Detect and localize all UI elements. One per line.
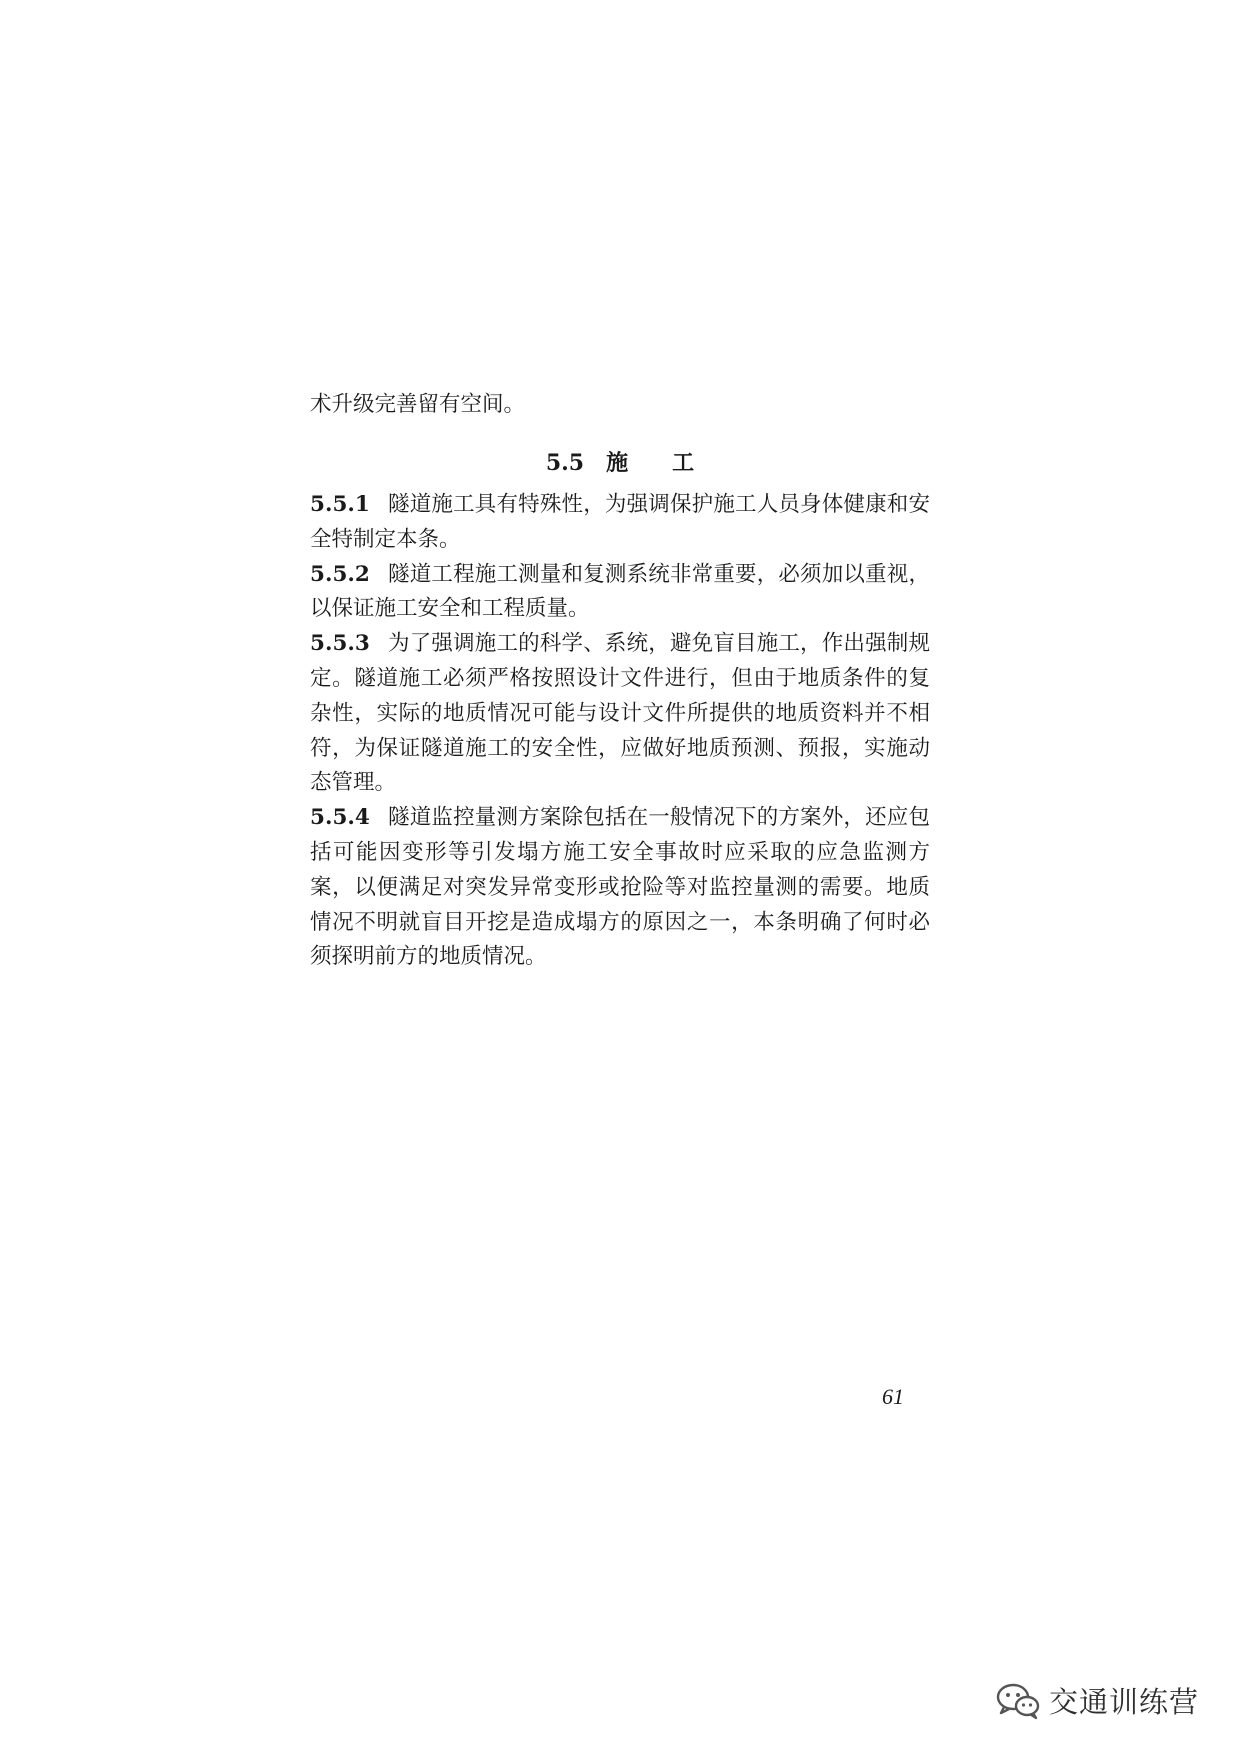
clause-number: 5.5.1 — [310, 492, 370, 517]
clause-number: 5.5.2 — [310, 561, 370, 587]
clause-number: 5.5.3 — [310, 631, 370, 657]
clause-text: 隧道工程施工测量和复测系统非常重要，必须加以重视，以保证施工安全和工程质量。 — [310, 561, 930, 622]
clause-text: 隧道监控量测方案除包括在一般情况下的方案外，还应包括可能因变形等引发塌方施工安全事故时应采取的应急监测方案，以便满足对突发异常变形或抢险等对监控量测的需要。地质情况不明就盲目开挖是造成塌方的原因之一，本条明确了何时必须探明前方的地质情况。 — [310, 805, 930, 970]
watermark — [995, 1680, 1199, 1721]
clause-number: 5.5.4 — [310, 805, 370, 831]
clause-5-5-1 — [310, 488, 930, 558]
clause-text: 为了强调施工的科学、系统，避免盲目施工，作出强制规定。隧道施工必须严格按照设计文件进行，但由于地质条件的复杂性，实际的地质情况可能与设计文件所提供的地质资料并不相符，为保证隧道施工的安全性，应做好地质预测、预报，实施动态管理。 — [310, 631, 930, 796]
clause-text: 隧道施工具有特殊性，为强调保护施工人员身体健康和安全特制定本条。 — [310, 492, 930, 552]
watermark-text: 交通训练营 — [1048, 1685, 1199, 1719]
clause-5-5-2 — [310, 558, 930, 628]
clause-5-5-3 — [310, 627, 930, 801]
continuation-paragraph: 术升级完善留有空间。 — [310, 392, 526, 417]
page-number: 61 — [882, 1384, 904, 1409]
clause-list — [310, 488, 930, 975]
section-heading — [310, 446, 930, 480]
clause-5-5-4 — [310, 801, 930, 975]
section-title-part2: 工 — [672, 450, 695, 476]
section-number: 5.5 — [545, 450, 585, 476]
section-title-part1: 施 — [606, 450, 629, 476]
wechat-icon — [995, 1682, 1041, 1720]
